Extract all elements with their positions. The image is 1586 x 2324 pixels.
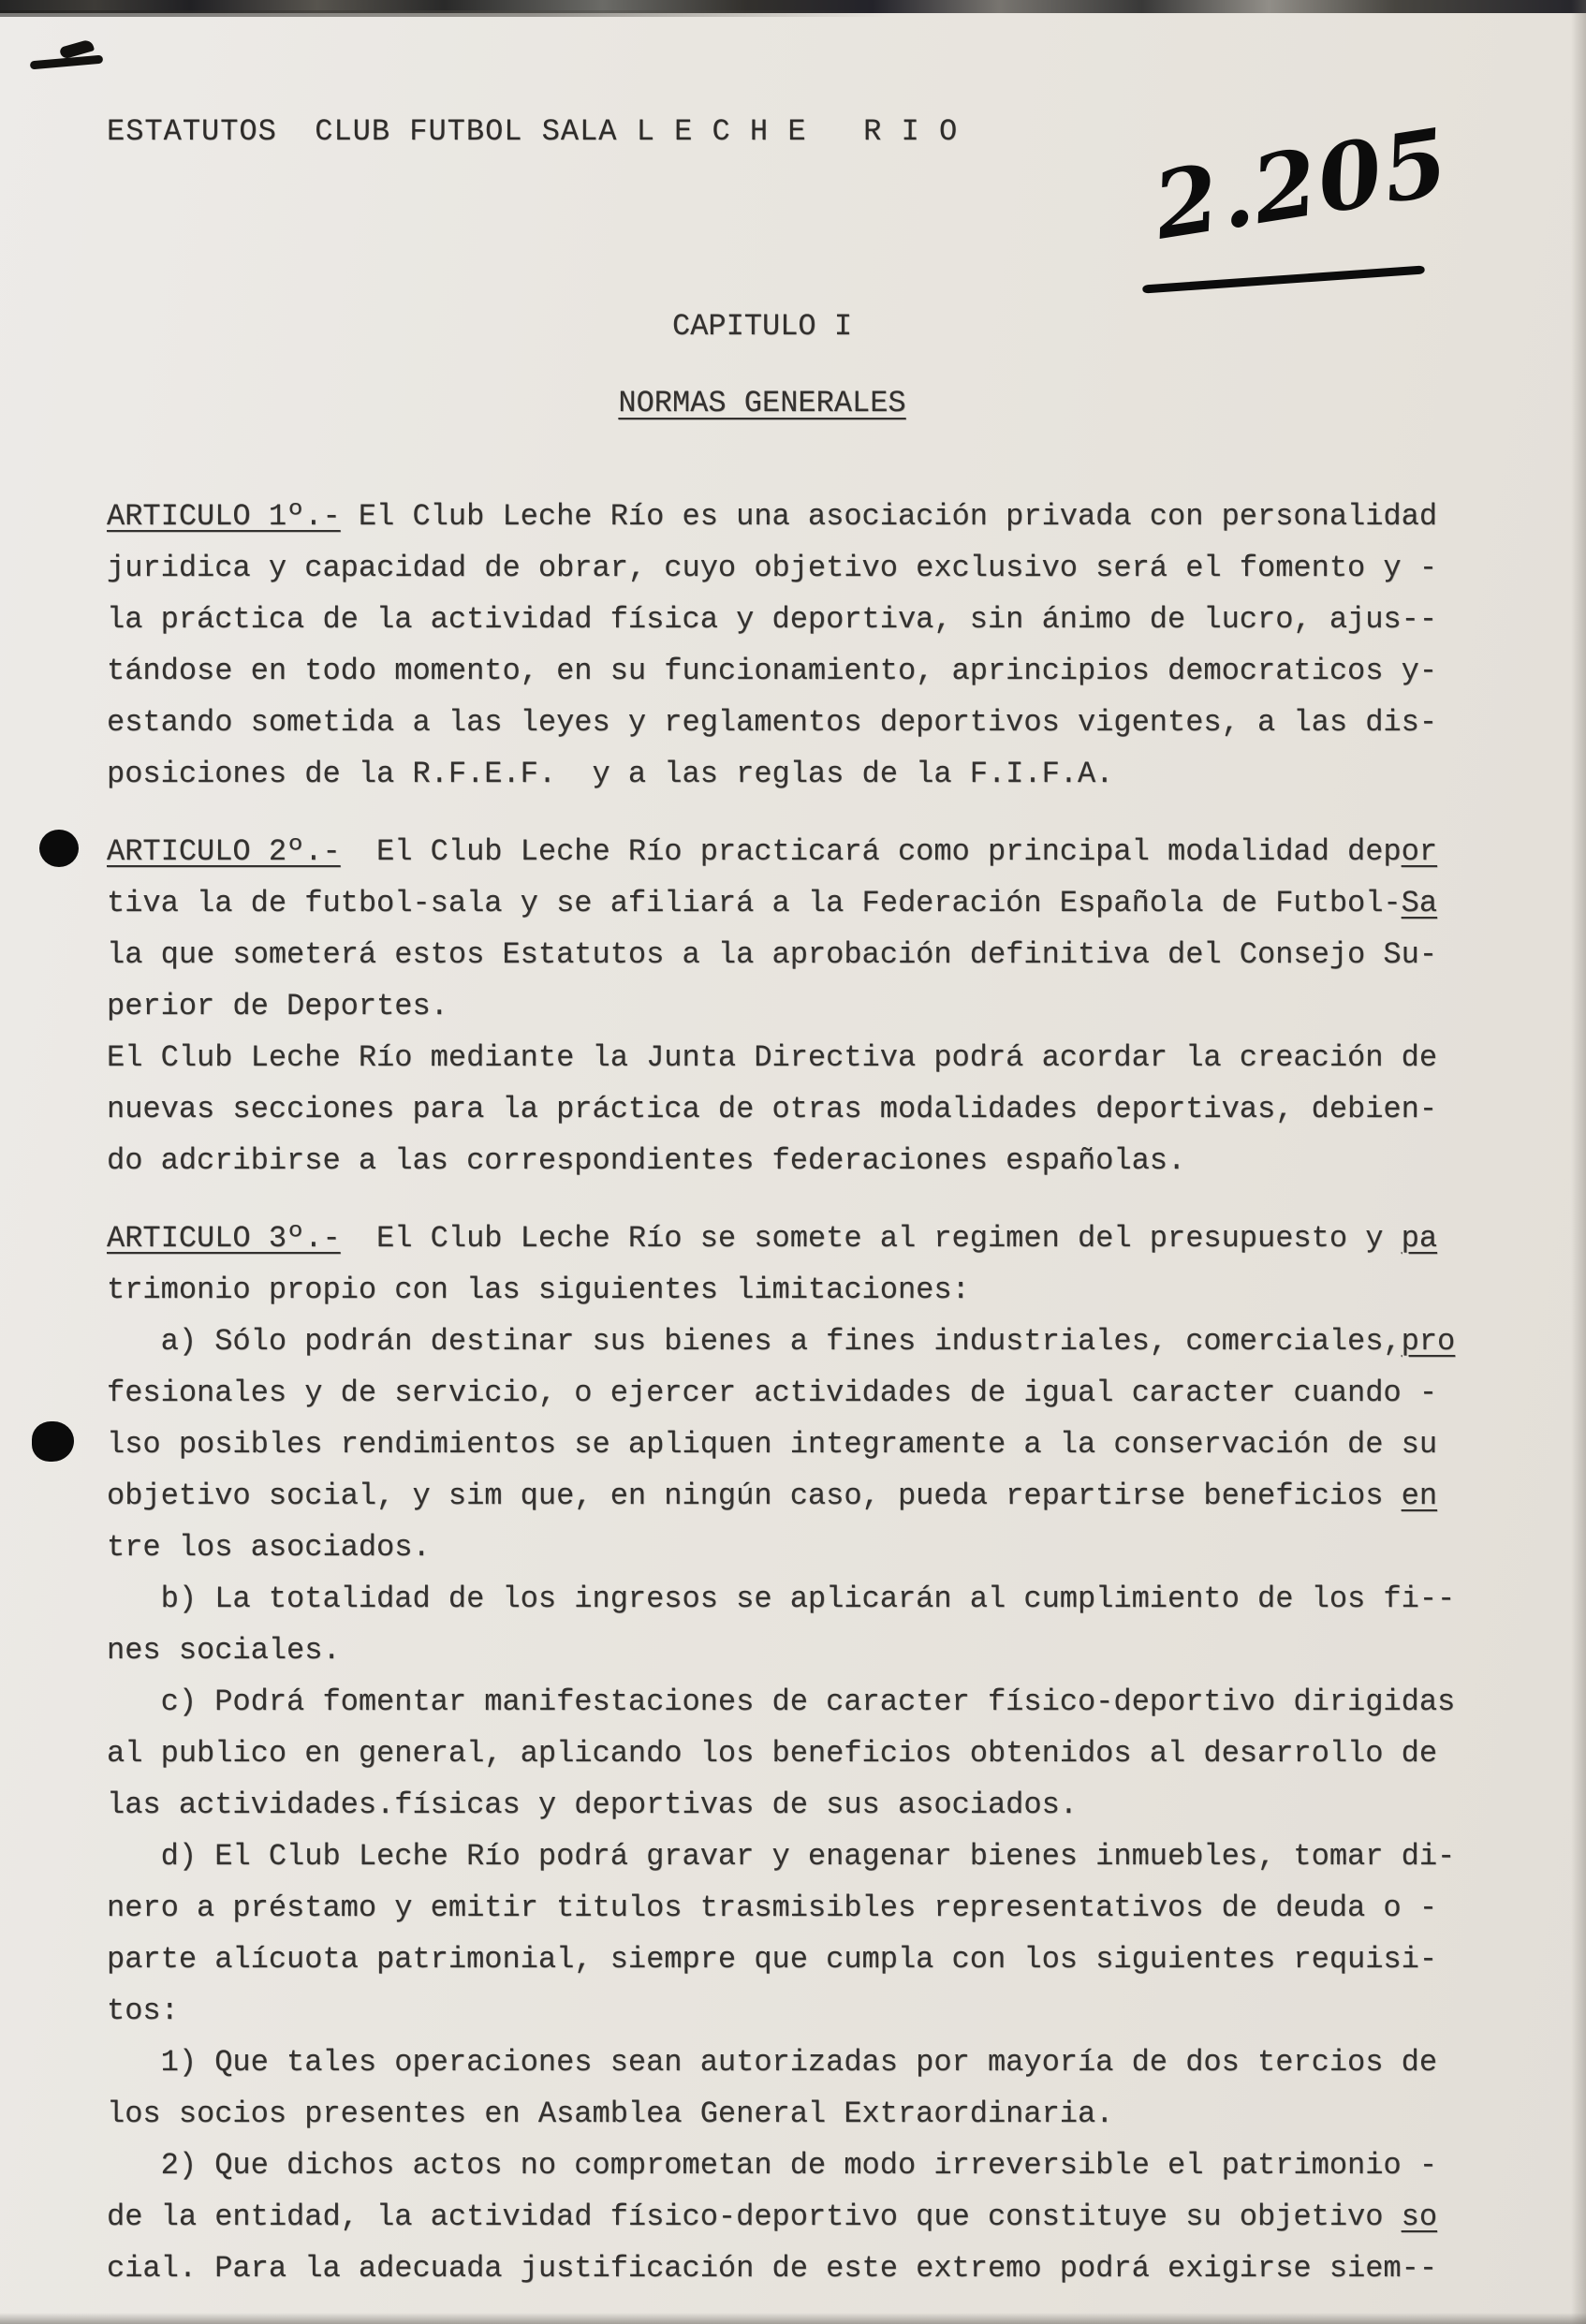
scan-edge-shadow-right <box>1571 0 1586 2324</box>
hole-punch-mark <box>39 830 79 867</box>
text-line <box>107 2088 1511 2140</box>
text-line <box>107 645 1511 697</box>
paragraph <box>107 826 1511 1186</box>
text-segment: de la entidad, la actividad físico-deportivo que constituye su objetivo <box>107 2199 1402 2234</box>
text-line <box>107 826 1511 877</box>
text-line <box>107 2037 1511 2088</box>
text-segment: nero a préstamo y emitir titulos trasmisibles representativos de deuda o - <box>107 1890 1438 1925</box>
document-body <box>107 491 1511 2320</box>
text-line <box>107 1264 1511 1316</box>
text-line <box>107 2243 1511 2294</box>
text-segment: tos: <box>107 1993 179 2028</box>
text-line <box>107 697 1511 748</box>
chapter-title: CAPITULO I <box>671 309 853 344</box>
text-line <box>107 1676 1511 1728</box>
text-line <box>107 1470 1511 1522</box>
underlined-text: ARTICULO 2º.- <box>107 834 341 869</box>
text-line <box>107 1573 1511 1625</box>
paragraph <box>107 1213 1511 2294</box>
text-segment: parte alícuota patrimonial, siempre que cumpla con los siguientes requisi- <box>107 1942 1438 1977</box>
text-segment: El Club Leche Río mediante la Junta Directiva podrá acordar la creación de <box>107 1040 1438 1075</box>
handwritten-number: 2.205 <box>1146 108 1457 261</box>
text-line <box>107 1367 1511 1419</box>
text-segment: fesionales y de servicio, o ejercer actividades de igual caracter cuando - <box>107 1375 1438 1410</box>
text-line <box>107 1213 1511 1264</box>
text-segment: la que someterá estos Estatutos a la aprobación definitiva del Consejo Su- <box>107 937 1438 972</box>
text-line <box>107 491 1511 542</box>
text-line <box>107 2140 1511 2191</box>
text-line <box>107 1522 1511 1573</box>
underlined-text: or <box>1401 834 1438 869</box>
text-segment: El Club Leche Río practicará como principal modalidad dep <box>340 834 1402 869</box>
handwritten-underline <box>1142 265 1425 293</box>
text-line <box>107 1032 1511 1083</box>
text-segment: trimonio propio con las siguientes limitaciones: <box>107 1272 970 1307</box>
text-segment: tiva la de futbol-sala y se afiliará a la Federación Española de Futbol- <box>107 886 1402 920</box>
text-line <box>107 877 1511 929</box>
text-segment: lso posibles rendimientos se apliquen integramente a la conservación de su <box>107 1427 1438 1462</box>
text-line <box>107 1934 1511 1985</box>
chapter-subtitle: NORMAS GENERALES <box>618 386 906 420</box>
text-line <box>107 1728 1511 1779</box>
text-line <box>107 1083 1511 1135</box>
text-line <box>107 2191 1511 2243</box>
text-line <box>107 1316 1511 1367</box>
text-line <box>107 594 1511 645</box>
text-line <box>107 748 1511 800</box>
text-segment: a) Sólo podrán destinar sus bienes a fines industriales, comerciales, <box>107 1324 1402 1359</box>
text-segment: 2) Que dichos actos no comprometan de modo irreversible el patrimonio - <box>107 2148 1438 2183</box>
text-line <box>107 1985 1511 2037</box>
text-line <box>107 1831 1511 1882</box>
text-segment: cial. Para la adecuada justificación de este extremo podrá exigirse siem-- <box>107 2251 1438 2286</box>
text-segment: b) La totalidad de los ingresos se aplicarán al cumplimiento de los fi-- <box>107 1581 1456 1616</box>
text-segment: perior de Deportes. <box>107 989 448 1023</box>
text-line <box>107 929 1511 980</box>
underlined-text: ARTICULO 3º.- <box>107 1221 341 1256</box>
underlined-text: en <box>1401 1478 1438 1513</box>
text-segment: objetivo social, y sim que, en ningún caso, pueda repartirse beneficios <box>107 1478 1402 1513</box>
text-line <box>107 1135 1511 1186</box>
text-line <box>107 1779 1511 1831</box>
text-line <box>107 1419 1511 1470</box>
text-line <box>107 980 1511 1032</box>
text-segment: estando sometida a las leyes y reglamentos deportivos vigentes, a las dis- <box>107 705 1438 740</box>
text-segment: 1) Que tales operaciones sean autorizadas por mayoría de dos tercios de <box>107 2045 1438 2080</box>
text-segment: las actividades.físicas y deportivas de sus asociados. <box>107 1787 1078 1822</box>
text-segment: tre los asociados. <box>107 1530 431 1565</box>
text-line <box>107 542 1511 594</box>
text-segment: El Club Leche Río es una asociación privada con personalidad <box>340 499 1438 534</box>
scan-edge-artifact-top-secondary <box>0 10 888 17</box>
text-segment: la práctica de la actividad física y deportiva, sin ánimo de lucro, ajus-- <box>107 602 1438 637</box>
text-segment: c) Podrá fomentar manifestaciones de caracter físico-deportivo dirigidas <box>107 1684 1456 1719</box>
underlined-text: ARTICULO 1º.- <box>107 499 341 534</box>
text-segment: do adcribirse a las correspondientes federaciones españolas. <box>107 1143 1186 1178</box>
document-title: ESTATUTOS CLUB FUTBOL SALA L E C H E R I O <box>107 114 959 149</box>
text-segment: d) El Club Leche Río podrá gravar y enagenar bienes inmuebles, tomar di- <box>107 1839 1456 1874</box>
text-segment: los socios presentes en Asamblea General Extraordinaria. <box>107 2096 1114 2131</box>
underlined-text: pa <box>1401 1221 1438 1256</box>
text-segment: tándose en todo momento, en su funcionamiento, aprincipios democraticos y- <box>107 654 1438 688</box>
text-segment: juridica y capacidad de obrar, cuyo objetivo exclusivo será el fomento y - <box>107 551 1438 585</box>
underlined-text: pro <box>1401 1324 1456 1359</box>
text-segment: nes sociales. <box>107 1633 341 1668</box>
text-segment: posiciones de la R.F.E.F. y a las reglas de la F.I.F.A. <box>107 757 1114 791</box>
underlined-text: so <box>1401 2199 1438 2234</box>
pen-scribble-mark <box>26 41 120 79</box>
underlined-text: Sa <box>1401 886 1438 920</box>
text-segment: al publico en general, aplicando los beneficios obtenidos al desarrollo de <box>107 1736 1438 1771</box>
paragraph <box>107 491 1511 800</box>
text-segment: El Club Leche Río se somete al regimen del presupuesto y <box>340 1221 1402 1256</box>
text-segment: nuevas secciones para la práctica de otras modalidades deportivas, debien- <box>107 1092 1438 1126</box>
text-line <box>107 1625 1511 1676</box>
hole-punch-mark <box>32 1421 74 1462</box>
text-line <box>107 1882 1511 1934</box>
